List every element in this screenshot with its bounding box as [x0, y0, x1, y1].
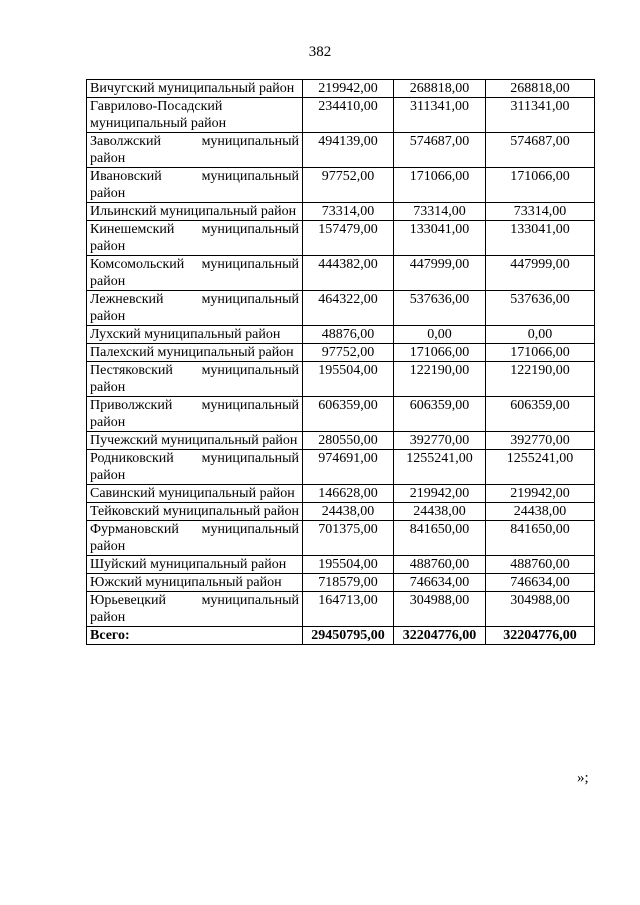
table-row	[87, 326, 595, 344]
value-1: 280550,00	[303, 432, 394, 450]
value-1: 606359,00	[303, 397, 394, 432]
value-3: 488760,00	[486, 556, 595, 574]
table-body	[87, 80, 595, 645]
value-2: 24438,00	[394, 503, 486, 521]
value-2: 122190,00	[394, 362, 486, 397]
district-name: Вичугский муниципальный район	[87, 80, 303, 98]
value-1: 146628,00	[303, 485, 394, 503]
value-2: 537636,00	[394, 291, 486, 326]
table-row	[87, 574, 595, 592]
value-1: 494139,00	[303, 133, 394, 168]
value-3: 447999,00	[486, 256, 595, 291]
table-row	[87, 503, 595, 521]
value-3: 73314,00	[486, 203, 595, 221]
value-1: 701375,00	[303, 521, 394, 556]
district-name: Палехский муниципальный район	[87, 344, 303, 362]
value-3: 606359,00	[486, 397, 595, 432]
table-row	[87, 397, 595, 432]
value-3: 392770,00	[486, 432, 595, 450]
value-2: 0,00	[394, 326, 486, 344]
value-1: 195504,00	[303, 362, 394, 397]
value-3: 841650,00	[486, 521, 595, 556]
value-1: 97752,00	[303, 168, 394, 203]
value-2: 171066,00	[394, 344, 486, 362]
total-label: Всего:	[87, 627, 303, 645]
district-name: Фурмановский муниципальный район	[87, 521, 303, 556]
district-name: Ивановский муниципальный район	[87, 168, 303, 203]
value-2: 171066,00	[394, 168, 486, 203]
table-row	[87, 485, 595, 503]
value-2: 1255241,00	[394, 450, 486, 485]
value-3: 24438,00	[486, 503, 595, 521]
value-1: 157479,00	[303, 221, 394, 256]
district-name: Приволжский муниципальный район	[87, 397, 303, 432]
total-value-3: 32204776,00	[486, 627, 595, 645]
district-name: Лухский муниципальный район	[87, 326, 303, 344]
value-1: 195504,00	[303, 556, 394, 574]
table-row	[87, 256, 595, 291]
table-row	[87, 80, 595, 98]
district-name: Пестяковский муниципальный район	[87, 362, 303, 397]
district-name: Тейковский муниципальный район	[87, 503, 303, 521]
total-value-2: 32204776,00	[394, 627, 486, 645]
value-1: 234410,00	[303, 98, 394, 133]
value-3: 746634,00	[486, 574, 595, 592]
value-3: 133041,00	[486, 221, 595, 256]
table-row	[87, 221, 595, 256]
value-2: 447999,00	[394, 256, 486, 291]
district-name: Кинешемский муниципальный район	[87, 221, 303, 256]
value-2: 133041,00	[394, 221, 486, 256]
district-name: Комсомольский муниципальный район	[87, 256, 303, 291]
total-value-1: 29450795,00	[303, 627, 394, 645]
closing-quote-mark: »;	[577, 770, 589, 786]
value-3: 1255241,00	[486, 450, 595, 485]
value-2: 841650,00	[394, 521, 486, 556]
district-name: Родниковский муниципальный район	[87, 450, 303, 485]
value-3: 171066,00	[486, 344, 595, 362]
table-row	[87, 133, 595, 168]
district-name: Гаврилово-Посадский муниципальный район	[87, 98, 303, 133]
value-1: 73314,00	[303, 203, 394, 221]
value-1: 97752,00	[303, 344, 394, 362]
table-row	[87, 450, 595, 485]
district-name: Шуйский муниципальный район	[87, 556, 303, 574]
value-2: 304988,00	[394, 592, 486, 627]
district-name: Лежневский муниципальный район	[87, 291, 303, 326]
value-1: 464322,00	[303, 291, 394, 326]
table-row	[87, 98, 595, 133]
value-3: 537636,00	[486, 291, 595, 326]
total-row	[87, 627, 595, 645]
district-name: Савинский муниципальный район	[87, 485, 303, 503]
value-2: 488760,00	[394, 556, 486, 574]
value-3: 311341,00	[486, 98, 595, 133]
table-row	[87, 203, 595, 221]
value-1: 164713,00	[303, 592, 394, 627]
value-3: 304988,00	[486, 592, 595, 627]
district-name: Южский муниципальный район	[87, 574, 303, 592]
value-2: 219942,00	[394, 485, 486, 503]
value-2: 268818,00	[394, 80, 486, 98]
value-2: 574687,00	[394, 133, 486, 168]
value-2: 73314,00	[394, 203, 486, 221]
value-1: 48876,00	[303, 326, 394, 344]
value-3: 171066,00	[486, 168, 595, 203]
page-number: 382	[308, 44, 332, 60]
value-1: 718579,00	[303, 574, 394, 592]
value-2: 311341,00	[394, 98, 486, 133]
district-name: Юрьевецкий муниципальный район	[87, 592, 303, 627]
table-row	[87, 362, 595, 397]
district-name: Заволжский муниципальный район	[87, 133, 303, 168]
budget-table	[86, 79, 595, 645]
table-row	[87, 168, 595, 203]
value-2: 606359,00	[394, 397, 486, 432]
value-1: 444382,00	[303, 256, 394, 291]
value-2: 746634,00	[394, 574, 486, 592]
value-1: 219942,00	[303, 80, 394, 98]
value-2: 392770,00	[394, 432, 486, 450]
district-name: Пучежский муниципальный район	[87, 432, 303, 450]
district-name: Ильинский муниципальный район	[87, 203, 303, 221]
value-3: 122190,00	[486, 362, 595, 397]
value-3: 268818,00	[486, 80, 595, 98]
table-row	[87, 291, 595, 326]
table-row	[87, 432, 595, 450]
value-3: 0,00	[486, 326, 595, 344]
value-1: 974691,00	[303, 450, 394, 485]
value-3: 219942,00	[486, 485, 595, 503]
table-row	[87, 344, 595, 362]
value-1: 24438,00	[303, 503, 394, 521]
table-row	[87, 521, 595, 556]
value-3: 574687,00	[486, 133, 595, 168]
table-row	[87, 592, 595, 627]
table-row	[87, 556, 595, 574]
